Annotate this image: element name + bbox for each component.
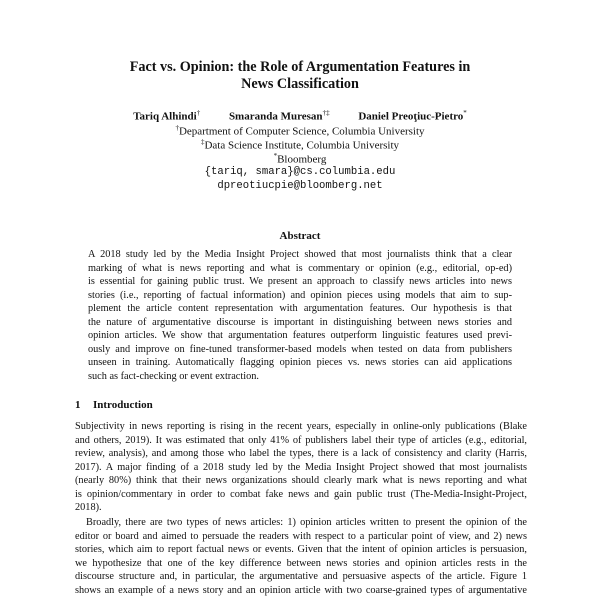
abstract-body [88,248,512,383]
body-line: review, analysis), and among those who label the types, there is a lack of consistency and clarity (Harris, [75,448,527,459]
body-line: stories, which aim to report factual news or events. Given that the intent of opinion articles is persuasion, [75,544,527,555]
author-mark: †‡ [322,109,330,117]
abstract-line: A 2018 study led by the Media Insight Project showed that most journalists think that a clear [88,249,512,260]
author-list [60,106,540,124]
abstract-line: opinion articles. We show that argumentation features outperform linguistic features used previ- [88,330,512,341]
section-number: 1 [75,399,81,411]
title-line-1: Fact vs. Opinion: the Role of Argumentation Features in [129,59,471,75]
affiliation-mark: * [273,152,278,160]
affiliation-mark: † [175,124,179,132]
abstract-line: stories (i.e., reporting of factual information) and opinion pieces using models that aim to sup- [88,289,512,301]
intro-paragraph-2 [75,516,527,597]
author-email: {tariq, smara}@cs.columbia.edu [204,166,396,178]
body-line: we hypothesize that one of the key difference between news stories and opinion articles rests in the [75,557,527,569]
body-line: (nearly 80%) think that their news organizations should clearly mark what is news reporting and what [75,475,527,486]
abstract-line: marking of what is news reporting and what is commentary or opinion (e.g., editorial, op-ed) [88,262,512,274]
body-line: Broadly, there are two types of news articles: 1) opinion articles written to present the opinion of the [86,517,527,528]
body-line: shows an example of a news story and an opinion article with two coarse-grained types of argumentative [75,584,527,596]
abstract-line: plement the article content representation with argumentation features. Our hypothesis is that [88,303,512,314]
body-line: discourse structure and, in particular, the argumentative and persuasive aspects of the article. Figure 1 [75,571,527,582]
author [358,106,466,124]
author-email: dpreotiucpie@bloomberg.net [217,180,383,192]
body-line: editor or board and aimed to persuade the readers with respect to a particular point of view, and 2) news [75,530,527,542]
author-mark: * [463,109,467,117]
paper-title [60,59,540,93]
affiliation-text: Bloomberg [277,153,327,166]
body-line: 2017). A major finding of a 2018 study led by the Media Insight Project showed that most journalists [75,461,527,473]
abstract-line: the nature of argumentative discourse is important in distinguishing between news stories and [88,316,512,328]
affiliation-text: Data Science Institute, Columbia University [204,139,400,152]
author-name: Daniel Preoţiuc-Pietro [358,110,464,123]
body-line: 2018). [75,502,102,513]
affiliation-mark: ‡ [200,138,205,146]
intro-paragraph-1 [75,420,527,515]
abstract-line: unseen in training. Automatically flagging opinion pieces vs. news stories can aid applications [88,357,512,368]
affiliation-text: Department of Computer Science, Columbia University [178,125,425,138]
abstract-line: ously and improve on fine-tuned transformer-based models when tested on data from publishers [88,343,512,355]
author [229,106,330,124]
body-line: Subjectivity in news reporting is rising in the recent years, especially in online-only publications (Blake [75,421,527,432]
author-name: Tariq Alhindi [133,110,197,123]
abstract-line: such as fact-checking or event extraction. [88,370,259,382]
section-title: Introduction [93,399,153,411]
author-mark: † [196,109,201,117]
abstract-heading: Abstract [279,230,321,242]
body-line: and others, 2019). It was estimated that only 41% of publishers label their type of articles (e.g., editorial, [75,434,527,446]
author [133,106,200,124]
affiliation [60,150,540,167]
title-line-2: News Classification [241,76,359,92]
section-heading-introduction [75,398,153,412]
body-line: is opinion/commentary in order to combat fake news and gain public trust (The-Media-Insight-Project, [75,488,527,500]
abstract-line: is essential for gaining public trust. We present an approach to classify news articles into news [88,276,512,287]
author-name: Smaranda Muresan [228,110,323,123]
